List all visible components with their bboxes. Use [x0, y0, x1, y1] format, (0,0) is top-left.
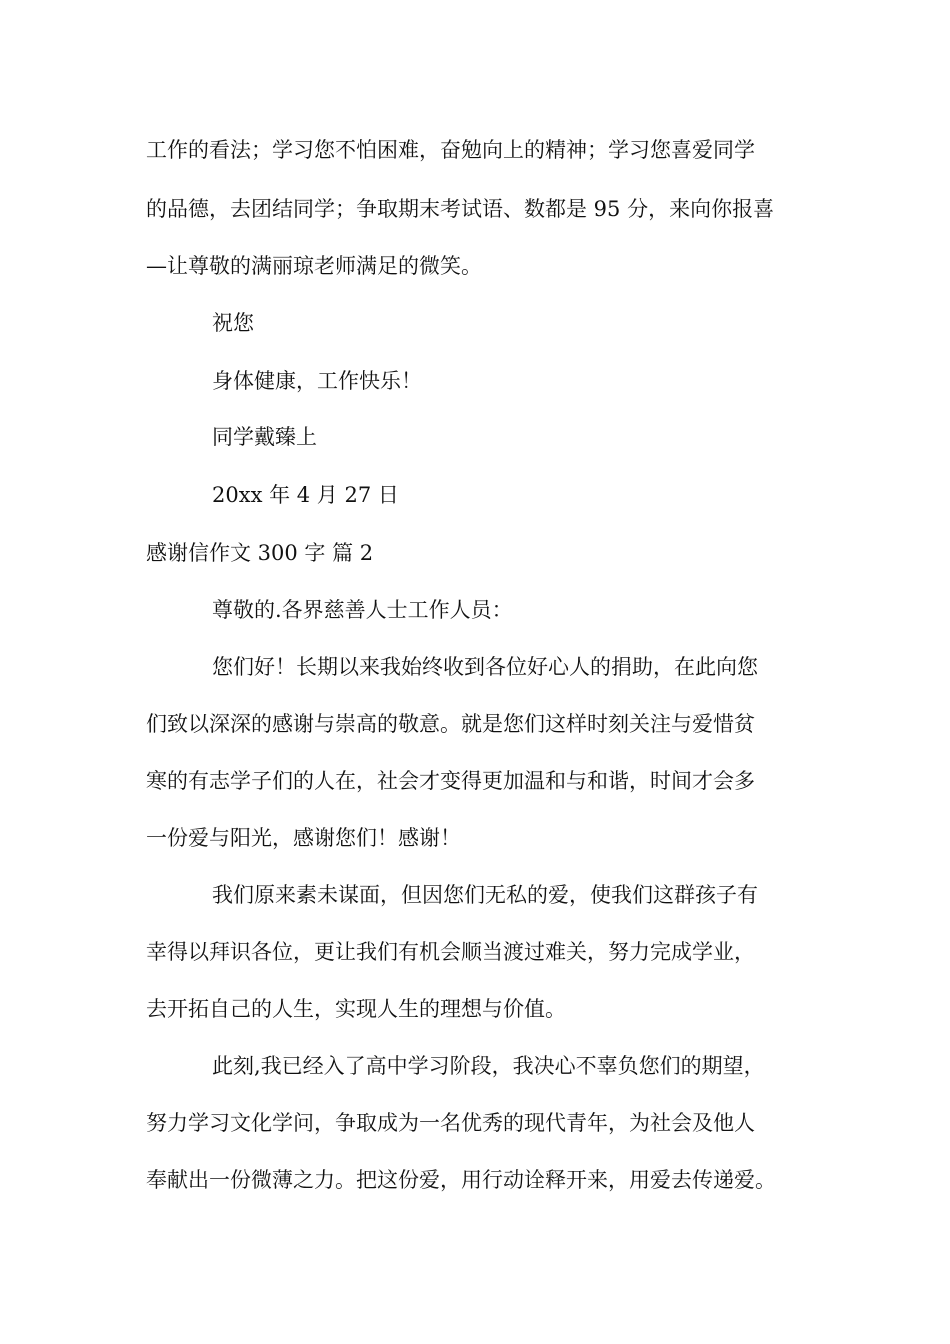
paragraph-line: 努力学习文化学问，争取成为一名优秀的现代青年，为社会及他人 — [146, 1111, 755, 1135]
paragraph-line: 们致以深深的感谢与崇高的敬意。就是您们这样时刻关注与爱惜贫 — [146, 712, 755, 736]
paragraph-line: 此刻,我已经入了高中学习阶段，我决心不辜负您们的期望， — [212, 1054, 765, 1078]
paragraph-line: 去开拓自己的人生，实现人生的理想与价值。 — [146, 997, 566, 1021]
letter-salutation: 尊敬的.各界慈善人士工作人员： — [212, 598, 513, 622]
paragraph-line: 我们原来素未谋面，但因您们无私的爱，使我们这群孩子有 — [212, 883, 758, 907]
body-line: 的品德，去团结同学；争取期末考试语、数都是 95 分，来向你报喜 — [146, 197, 775, 221]
letter-wish: 身体健康，工作快乐！ — [212, 369, 422, 393]
body-line: 工作的看法；学习您不怕困难，奋勉向上的精神；学习您喜爱同学 — [146, 138, 755, 162]
letter-date: 20xx 年 4 月 27 日 — [212, 483, 399, 507]
paragraph-line: 一份爱与阳光，感谢您们！感谢！ — [146, 826, 461, 850]
section-heading: 感谢信作文 300 字 篇 2 — [146, 541, 374, 565]
paragraph-line: 寒的有志学子们的人在，社会才变得更加温和与和谐，时间才会多 — [146, 769, 755, 793]
paragraph-line: 幸得以拜识各位，更让我们有机会顺当渡过难关，努力完成学业， — [146, 940, 755, 964]
paragraph-line: 奉献出一份微薄之力。把这份爱，用行动诠释开来，用爱去传递爱。 — [146, 1168, 776, 1192]
letter-closing: 祝您 — [212, 311, 254, 335]
letter-signature: 同学戴臻上 — [212, 425, 317, 449]
paragraph-line: 您们好！长期以来我始终收到各位好心人的捐助，在此向您 — [212, 655, 758, 679]
body-line: —让尊敬的满丽琼老师满足的微笑。 — [146, 254, 482, 278]
